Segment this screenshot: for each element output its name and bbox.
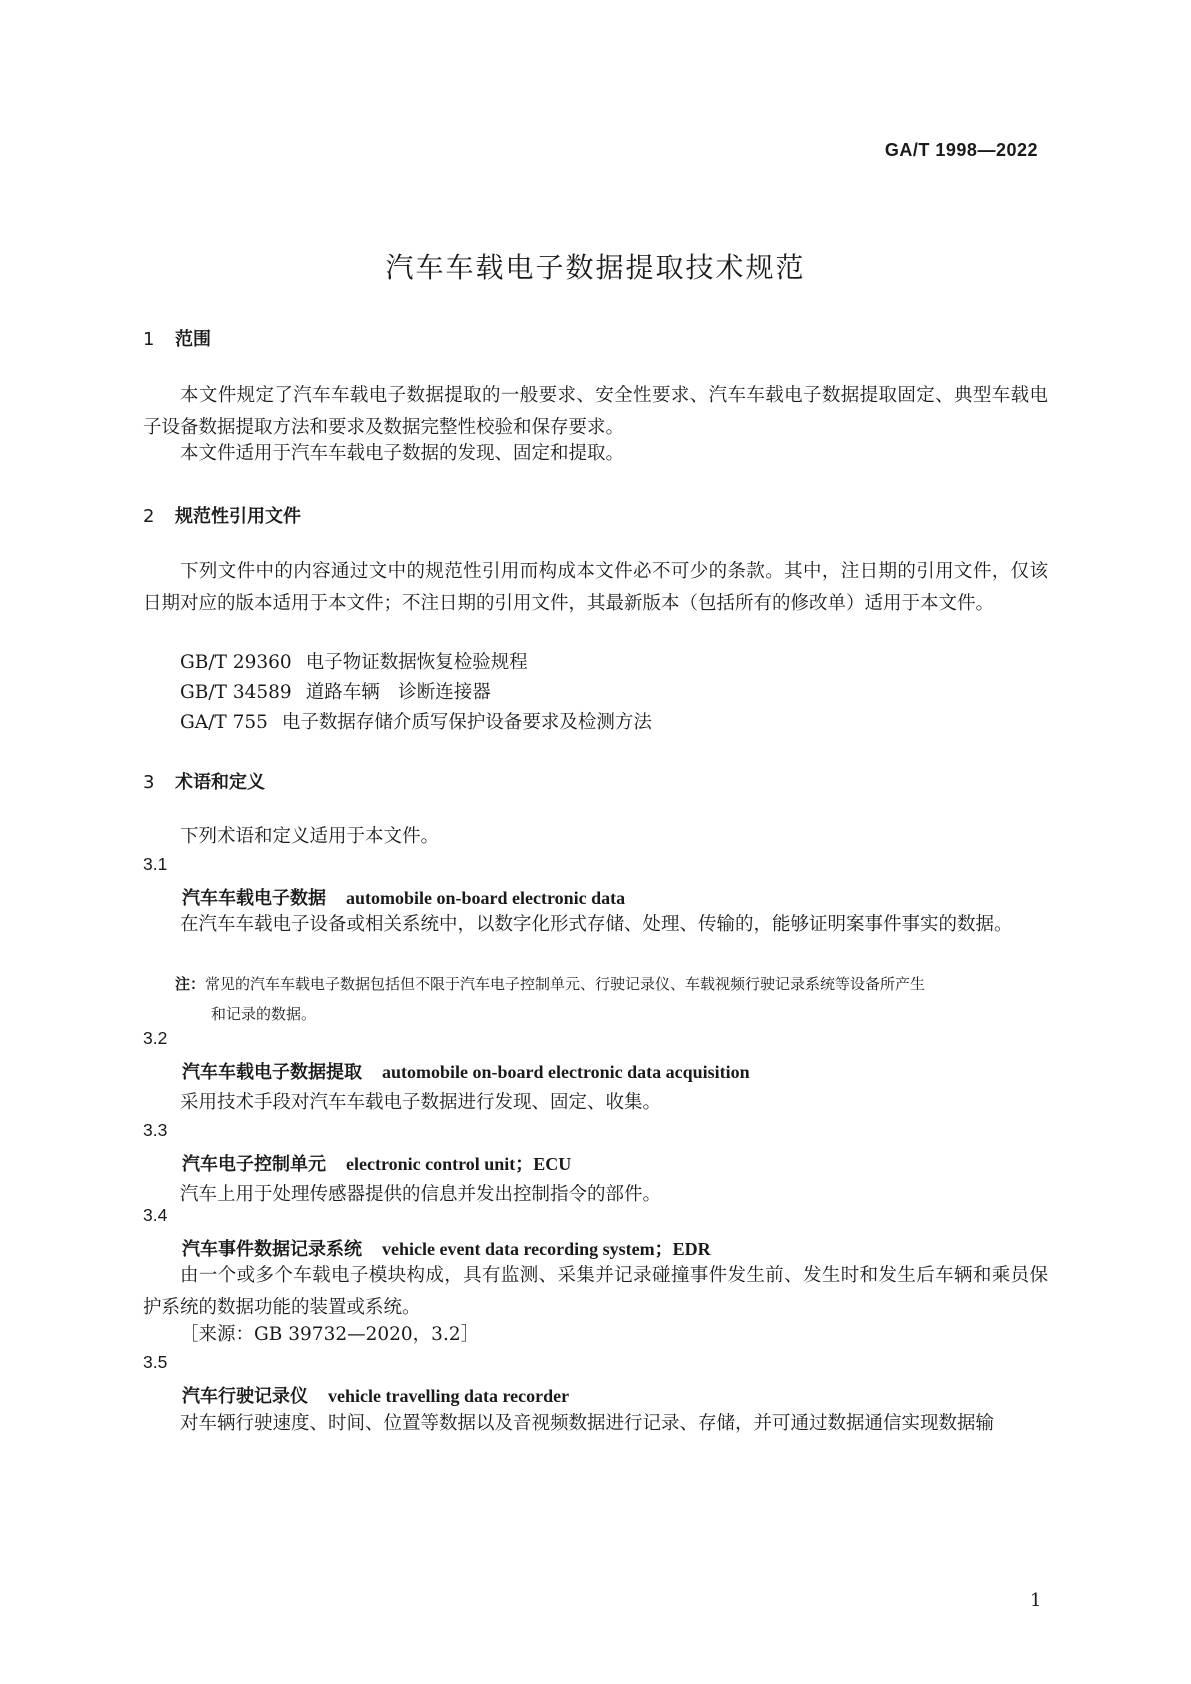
reference-code: GA/T 755 bbox=[180, 712, 268, 733]
term-zh: 汽车车载电子数据提取 bbox=[182, 1062, 362, 1083]
note-text: 常见的汽车车载电子数据包括但不限于汽车电子控制单元、行驶记录仪、车载视频行驶记录系统等设备所产生 bbox=[205, 975, 926, 993]
term-definition: 汽车上用于处理传感器提供的信息并发出控制指令的部件。 bbox=[180, 1184, 662, 1205]
references-paragraph: 下列文件中的内容通过文中的规范性引用而构成本文件必不可少的条款。其中，注日期的引用文件，仅该日期对应的版本适用于本文件；不注日期的引用文件，其最新版本（包括所有的修改单）适用于本文件。 bbox=[143, 561, 1048, 614]
terms-intro: 下列术语和定义适用于本文件。 bbox=[180, 826, 440, 847]
term-en: vehicle travelling data recorder bbox=[328, 1386, 570, 1406]
term-en: electronic control unit；ECU bbox=[346, 1154, 572, 1174]
scope-paragraph-1: 本文件规定了汽车车载电子数据提取的一般要求、安全性要求、汽车车载电子数据提取固定、典型车载电子设备数据提取方法和要求及数据完整性校验和保存要求。 bbox=[143, 385, 1048, 438]
term-number: 3.1 bbox=[143, 854, 168, 874]
reference-code: GB/T 34589 bbox=[180, 682, 292, 703]
reference-title: 道路车辆 诊断连接器 bbox=[305, 682, 491, 703]
section-title: 术语和定义 bbox=[175, 772, 265, 793]
section-number: 2 bbox=[143, 506, 155, 527]
section-number: 3 bbox=[143, 772, 155, 793]
term-heading bbox=[182, 1382, 569, 1408]
term-en: automobile on-board electronic data bbox=[346, 888, 626, 908]
term-source: ［来源：GB 39732—2020，3.2］ bbox=[180, 1324, 480, 1345]
term-number: 3.4 bbox=[143, 1205, 168, 1225]
section-heading-scope bbox=[143, 325, 211, 351]
term-definition: 由一个或多个车载电子模块构成，具有监测、采集并记录碰撞事件发生前、发生时和发生后车辆和乘员保护系统的数据功能的装置或系统。 bbox=[143, 1265, 1048, 1318]
section-heading-terms-definitions bbox=[143, 768, 265, 794]
scope-paragraph-2: 本文件适用于汽车车载电子数据的发现、固定和提取。 bbox=[180, 443, 625, 464]
reference-item bbox=[180, 648, 528, 674]
reference-title: 电子数据存储介质写保护设备要求及检测方法 bbox=[281, 712, 652, 733]
term-note bbox=[175, 969, 1048, 1029]
page-number: 1 bbox=[1030, 1590, 1042, 1611]
note-text-continued: 和记录的数据。 bbox=[211, 1005, 317, 1023]
standard-code: GA/T 1998—2022 bbox=[884, 140, 1038, 160]
term-heading bbox=[182, 1150, 571, 1176]
term-heading bbox=[182, 884, 625, 910]
term-heading bbox=[182, 1235, 711, 1261]
term-en: vehicle event data recording system；EDR bbox=[382, 1239, 711, 1259]
reference-code: GB/T 29360 bbox=[180, 652, 292, 673]
reference-item bbox=[180, 678, 491, 704]
section-heading-normative-references bbox=[143, 502, 301, 528]
term-heading bbox=[182, 1058, 750, 1084]
section-title: 规范性引用文件 bbox=[175, 506, 301, 527]
term-definition: 对车辆行驶速度、时间、位置等数据以及音视频数据进行记录、存储，并可通过数据通信实现数据输 bbox=[180, 1413, 995, 1434]
term-definition: 在汽车车载电子设备或相关系统中，以数字化形式存储、处理、传输的，能够证明案事件事实的数据。 bbox=[180, 914, 1013, 935]
section-number: 1 bbox=[143, 329, 155, 350]
document-title: 汽车车载电子数据提取技术规范 bbox=[385, 251, 806, 284]
term-zh: 汽车车载电子数据 bbox=[182, 888, 326, 909]
term-number: 3.3 bbox=[143, 1120, 168, 1140]
term-definition: 采用技术手段对汽车车载电子数据进行发现、固定、收集。 bbox=[180, 1092, 662, 1113]
reference-item bbox=[180, 708, 652, 734]
term-zh: 汽车电子控制单元 bbox=[182, 1154, 326, 1175]
term-zh: 汽车行驶记录仪 bbox=[182, 1386, 308, 1407]
term-number: 3.5 bbox=[143, 1352, 168, 1372]
reference-title: 电子物证数据恢复检验规程 bbox=[305, 652, 528, 673]
note-label: 注： bbox=[175, 975, 206, 993]
term-zh: 汽车事件数据记录系统 bbox=[182, 1239, 362, 1260]
term-en: automobile on-board electronic data acquisition bbox=[382, 1062, 750, 1082]
term-number: 3.2 bbox=[143, 1028, 168, 1048]
section-title: 范围 bbox=[175, 329, 211, 350]
